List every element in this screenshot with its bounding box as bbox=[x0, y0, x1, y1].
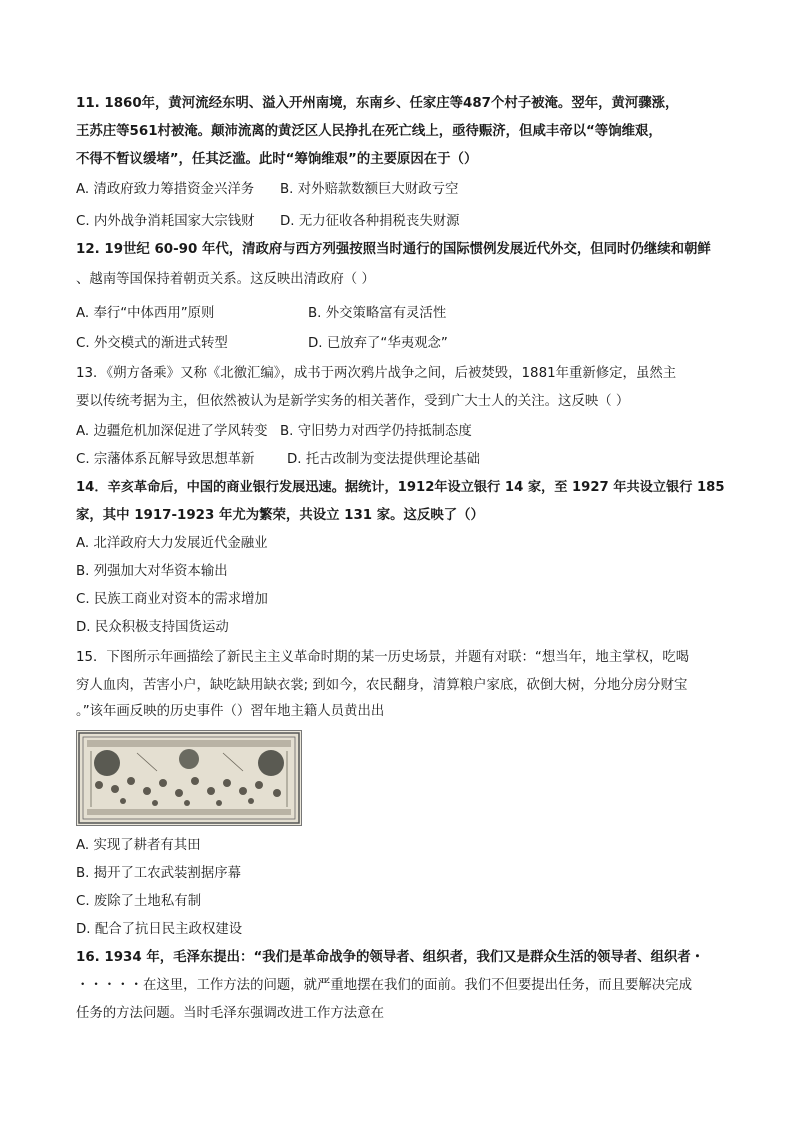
q13-line-2: 要以传统考据为主，但依然被认为是新学实务的相关著作，受到广大士人的关注。这反映（ ） bbox=[76, 394, 630, 409]
q13-option-c: C. 宗藩体系瓦解导致思想革新 bbox=[76, 452, 255, 467]
painting-illustration bbox=[77, 731, 301, 825]
q16-line-1: 16. 1934 年，毛泽东提出：“我们是革命战争的领导者、组织者，我们又是群众生活的领导者、组织者・ bbox=[76, 950, 705, 965]
q12-option-c: C. 外交模式的渐进式转型 bbox=[76, 336, 228, 351]
q15-option-a: A. 实现了耕者有其田 bbox=[76, 838, 201, 853]
q14-line-2: 家，其中 1917-1923 年尤为繁荣，共设立 131 家。这反映了（） bbox=[76, 508, 484, 523]
q14-option-b: B. 列强加大对华资本输出 bbox=[76, 564, 228, 579]
q11-option-c: C. 内外战争消耗国家大宗钱财 bbox=[76, 214, 255, 229]
q14-option-a: A. 北洋政府大力发展近代金融业 bbox=[76, 536, 268, 551]
q11-line-1: 11. 1860年，黄河流经东明、溢入开州南境，东南乡、任家庄等487个村子被淹。翌年，黄河骤涨， bbox=[76, 96, 679, 111]
q12-line-1: 12. 19世纪 60-90 年代，清政府与西方列强按照当时通行的国际惯例发展近代外交，但同时仍继续和朝鲜 bbox=[76, 242, 711, 257]
q12-line-2: 、越南等国保持着朝贡关系。这反映出清政府（ ） bbox=[76, 272, 375, 287]
q15-option-d: D. 配合了抗日民主政权建设 bbox=[76, 922, 243, 937]
q15-option-b: B. 揭开了工农武装割据序幕 bbox=[76, 866, 241, 881]
q11-option-a: A. 清政府致力筹措资金兴洋务 bbox=[76, 182, 255, 197]
q14-option-c: C. 民族工商业对资本的需求增加 bbox=[76, 592, 268, 607]
q11-option-b: B. 对外赔款数额巨大财政亏空 bbox=[280, 182, 459, 197]
q13-option-b: B. 守旧势力对西学仍持抵制态度 bbox=[280, 424, 472, 439]
q14-line-1: 14．辛亥革命后，中国的商业银行发展迅速。据统计，1912年设立银行 14 家，至 1927 年共设立银行 185 bbox=[76, 480, 725, 495]
q14-option-d: D. 民众积极支持国货运动 bbox=[76, 620, 229, 635]
q16-line-2: ・・・・・在这里，工作方法的问题，就严重地摆在我们的面前。我们不但要提出任务，而且要解决完成 bbox=[76, 978, 692, 993]
q16-line-3: 任务的方法问题。当时毛泽东强调改进工作方法意在 bbox=[76, 1006, 384, 1021]
q15-line-1: 15．下图所示年画描绘了新民主主义革命时期的某一历史场景，并题有对联：“想当年，地主掌权，吃喝 bbox=[76, 650, 690, 665]
q11-line-3: 不得不暂议缓堵”，任其泛滥。此时“筹饷维艰”的主要原因在于（） bbox=[76, 152, 478, 167]
q13-line-1: 13．《朔方备乘》又称《北徼汇编》，成书于两次鸦片战争之间，后被焚毁，1881年重新修定，虽然主 bbox=[76, 366, 677, 381]
q11-option-d: D. 无力征收各种捐税丧失财源 bbox=[280, 214, 460, 229]
q12-option-d: D. 已放弃了“华夷观念” bbox=[308, 336, 448, 351]
q12-option-a: A. 奉行“中体西用”原则 bbox=[76, 306, 215, 321]
q13-option-a: A. 边疆危机加深促进了学风转变 bbox=[76, 424, 268, 439]
q15-line-3: 。”该年画反映的历史事件（）習年地主籍人员黄出出 bbox=[76, 704, 385, 719]
q12-option-b: B. 外交策略富有灵活性 bbox=[308, 306, 447, 321]
new-year-painting-image bbox=[76, 730, 302, 826]
q11-line-2: 王苏庄等561村被淹。颠沛流离的黄泛区人民挣扎在死亡线上，亟待赈济，但咸丰帝以“等饷维艰， bbox=[76, 124, 662, 139]
q15-line-2: 穷人血肉，苦害小户，缺吃缺用缺衣裳; 到如今，农民翻身，清算粮户家底，砍倒大树，分地分房分财宝 bbox=[76, 678, 688, 693]
q13-option-d: D. 托古改制为变法提供理论基础 bbox=[287, 452, 480, 467]
q15-option-c: C. 废除了土地私有制 bbox=[76, 894, 201, 909]
